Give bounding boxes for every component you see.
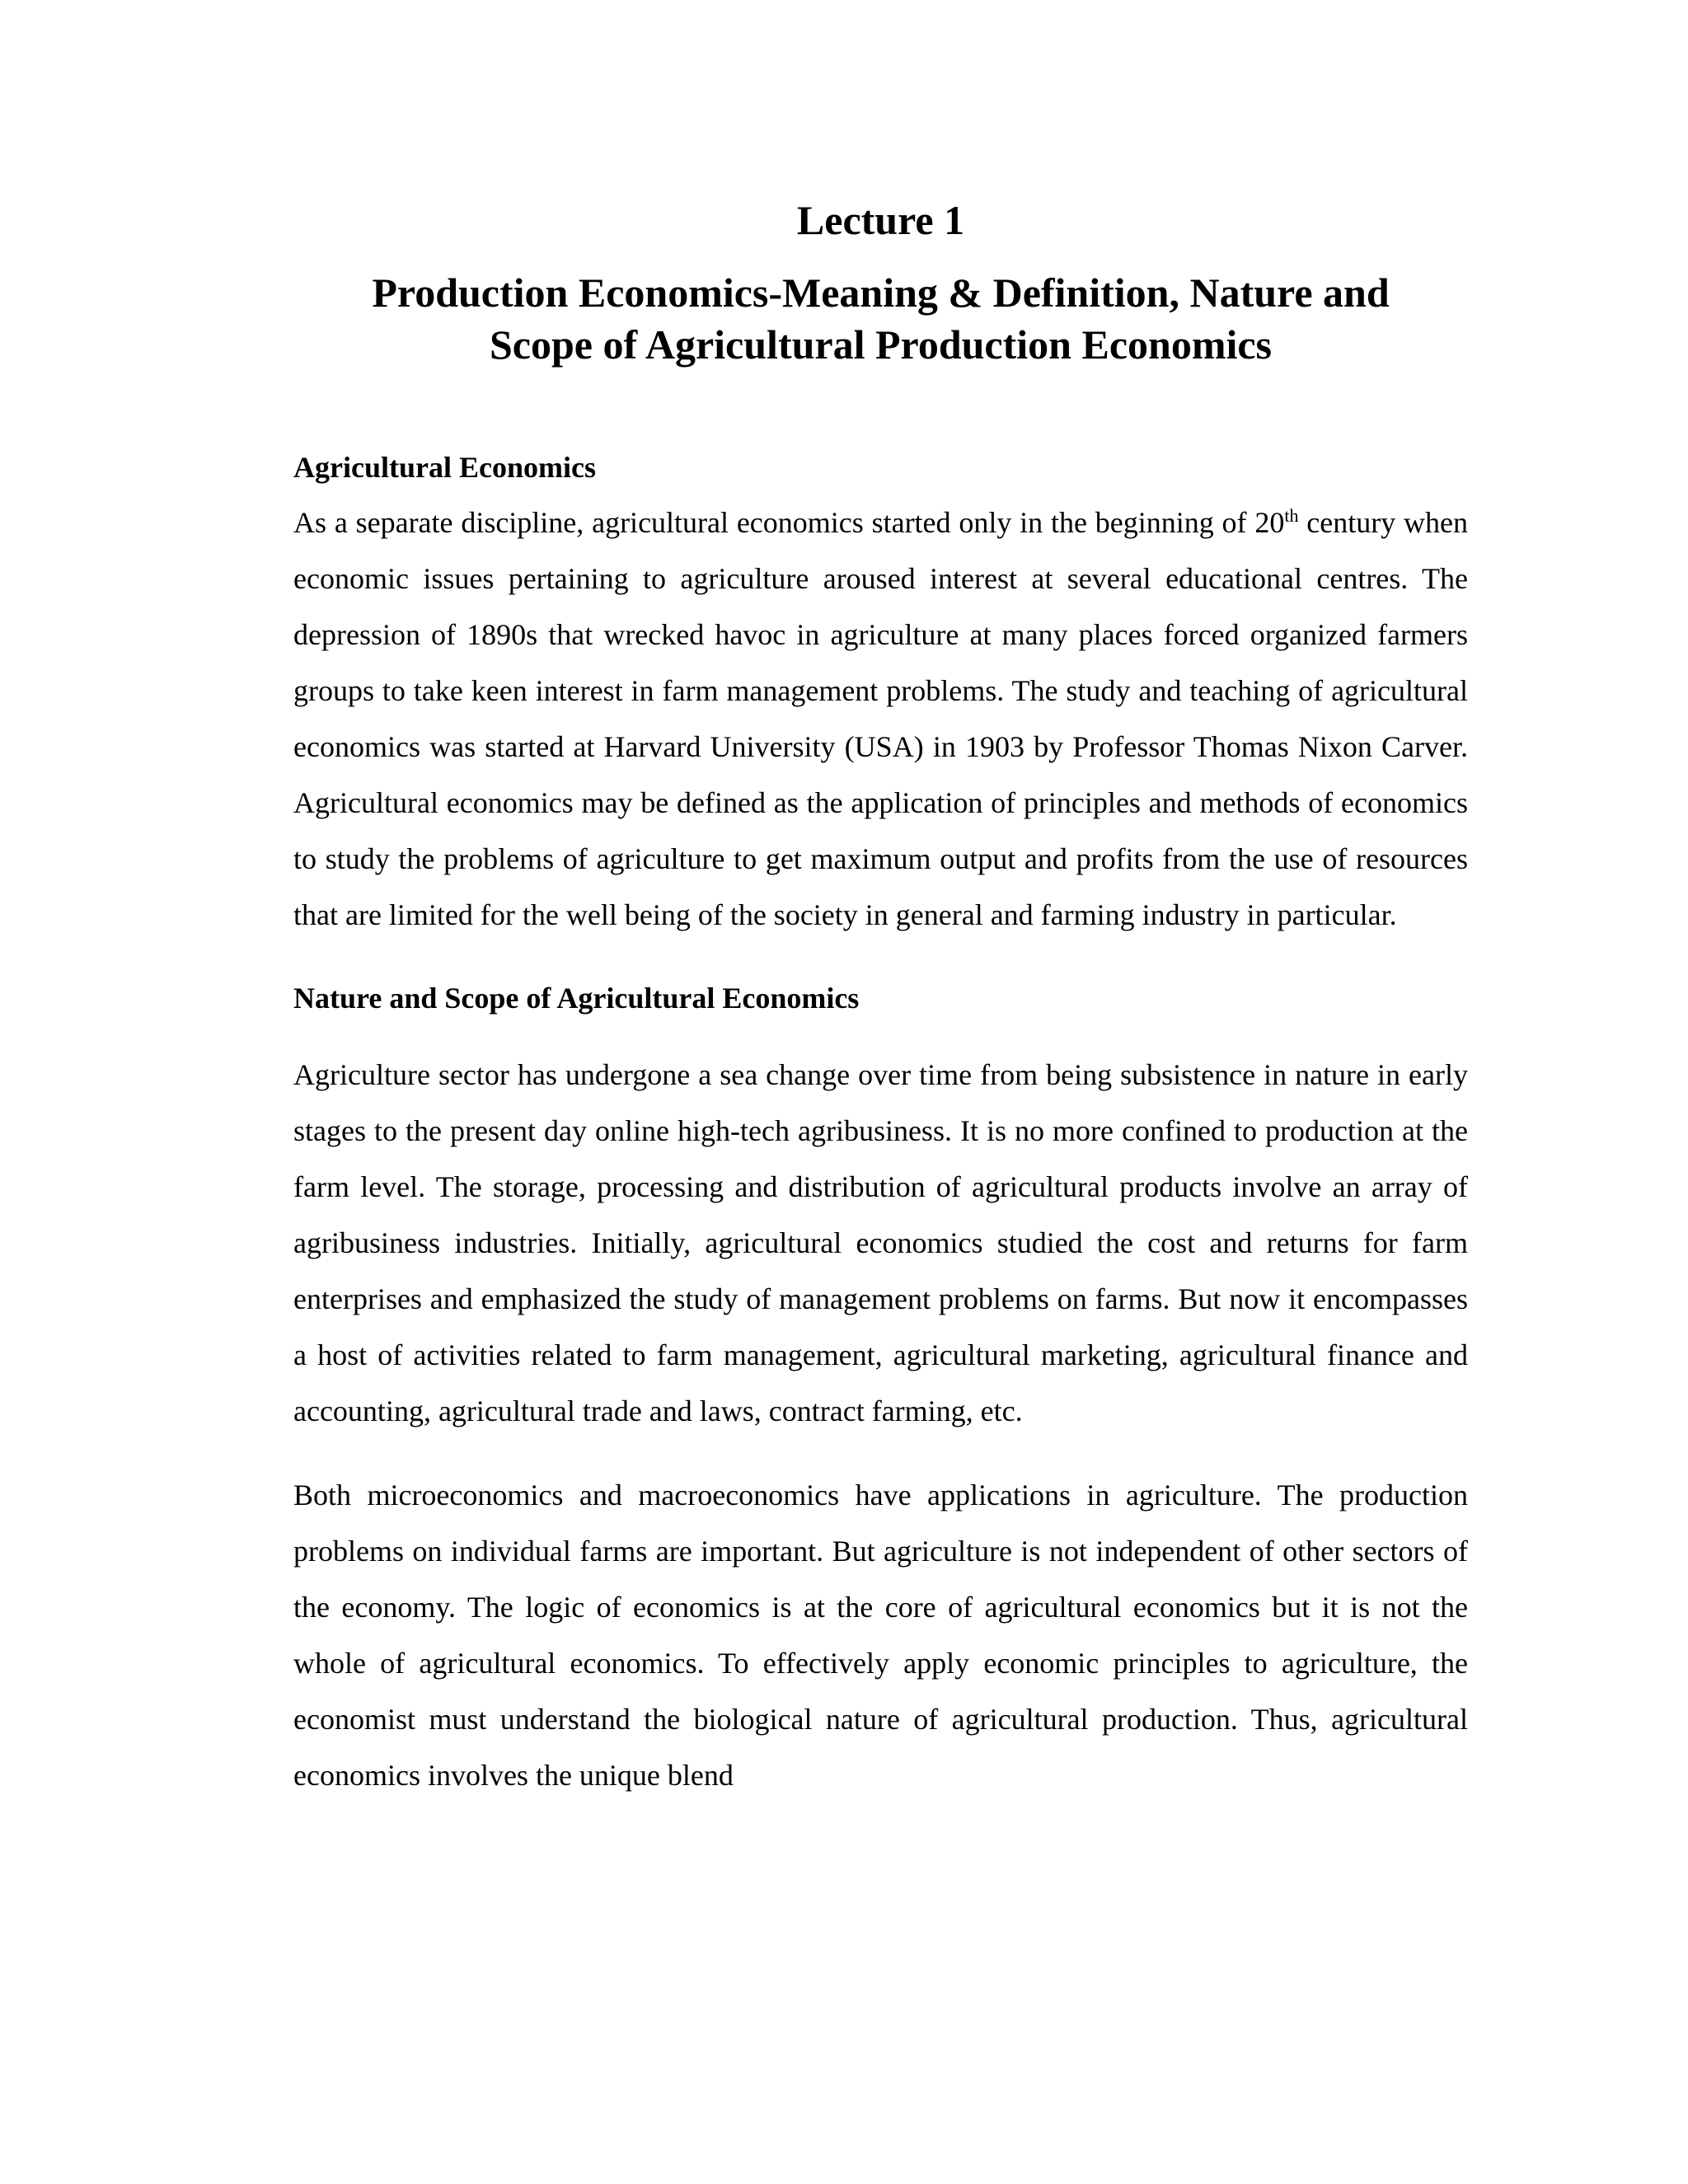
main-title-line-2: Scope of Agricultural Production Economics	[489, 321, 1273, 368]
paragraph-agricultural-economics	[293, 494, 1468, 943]
page-content	[293, 191, 1468, 1803]
main-title-line-1: Production Economics-Meaning & Definition, Nature and	[372, 269, 1390, 316]
paragraph-lead-text: As a separate discipline, agricultural economics started only in the beginning of 20	[293, 506, 1285, 539]
main-title	[293, 267, 1468, 371]
paragraph-rest-text: century when economic issues pertaining to agriculture aroused interest at several educational centres. The depression of 1890s that wrecked havoc in agriculture at many places forced organized farmers groups to take keen interest in farm management problems. The study and teaching of agricultural economics was started at Harvard University (USA) in 1903 by Professor Thomas Nixon Carver. Agricultural economics may be defined as the application of principles and methods of economics to study the problems of agriculture to get maximum output and profits from the use of resources that are limited for the well being of the society in general and farming industry in particular.	[293, 506, 1468, 931]
ordinal-superscript: th	[1284, 505, 1299, 526]
title-block	[293, 191, 1468, 371]
paragraph-nature-scope-1: Agriculture sector has undergone a sea change over time from being subsistence in nature in early stages to the present day online high-tech agribusiness. It is no more confined to production at the farm level. The storage, processing and distribution of agricultural products involve an array of agribusiness industries. Initially, agricultural economics studied the cost and returns for farm enterprises and emphasized the study of management problems on farms. But now it encompasses a host of activities related to farm management, agricultural marketing, agricultural finance and accounting, agricultural trade and laws, contract farming, etc.	[293, 1058, 1468, 1427]
section-heading-agricultural-economics: Agricultural Economics	[293, 451, 596, 484]
lecture-title: Lecture 1	[796, 197, 965, 243]
section-heading-nature-and-scope: Nature and Scope of Agricultural Economics	[293, 982, 860, 1015]
paragraph-nature-scope-2: Both microeconomics and macroeconomics have applications in agriculture. The production problems on individual farms are important. But agriculture is not independent of other sectors of the economy. The logic of economics is at the core of agricultural economics but it is not the whole of agricultural economics. To effectively apply economic principles to agriculture, the economist must understand the biological nature of agricultural production. Thus, agricultural economics involves the unique blend	[293, 1479, 1468, 1792]
